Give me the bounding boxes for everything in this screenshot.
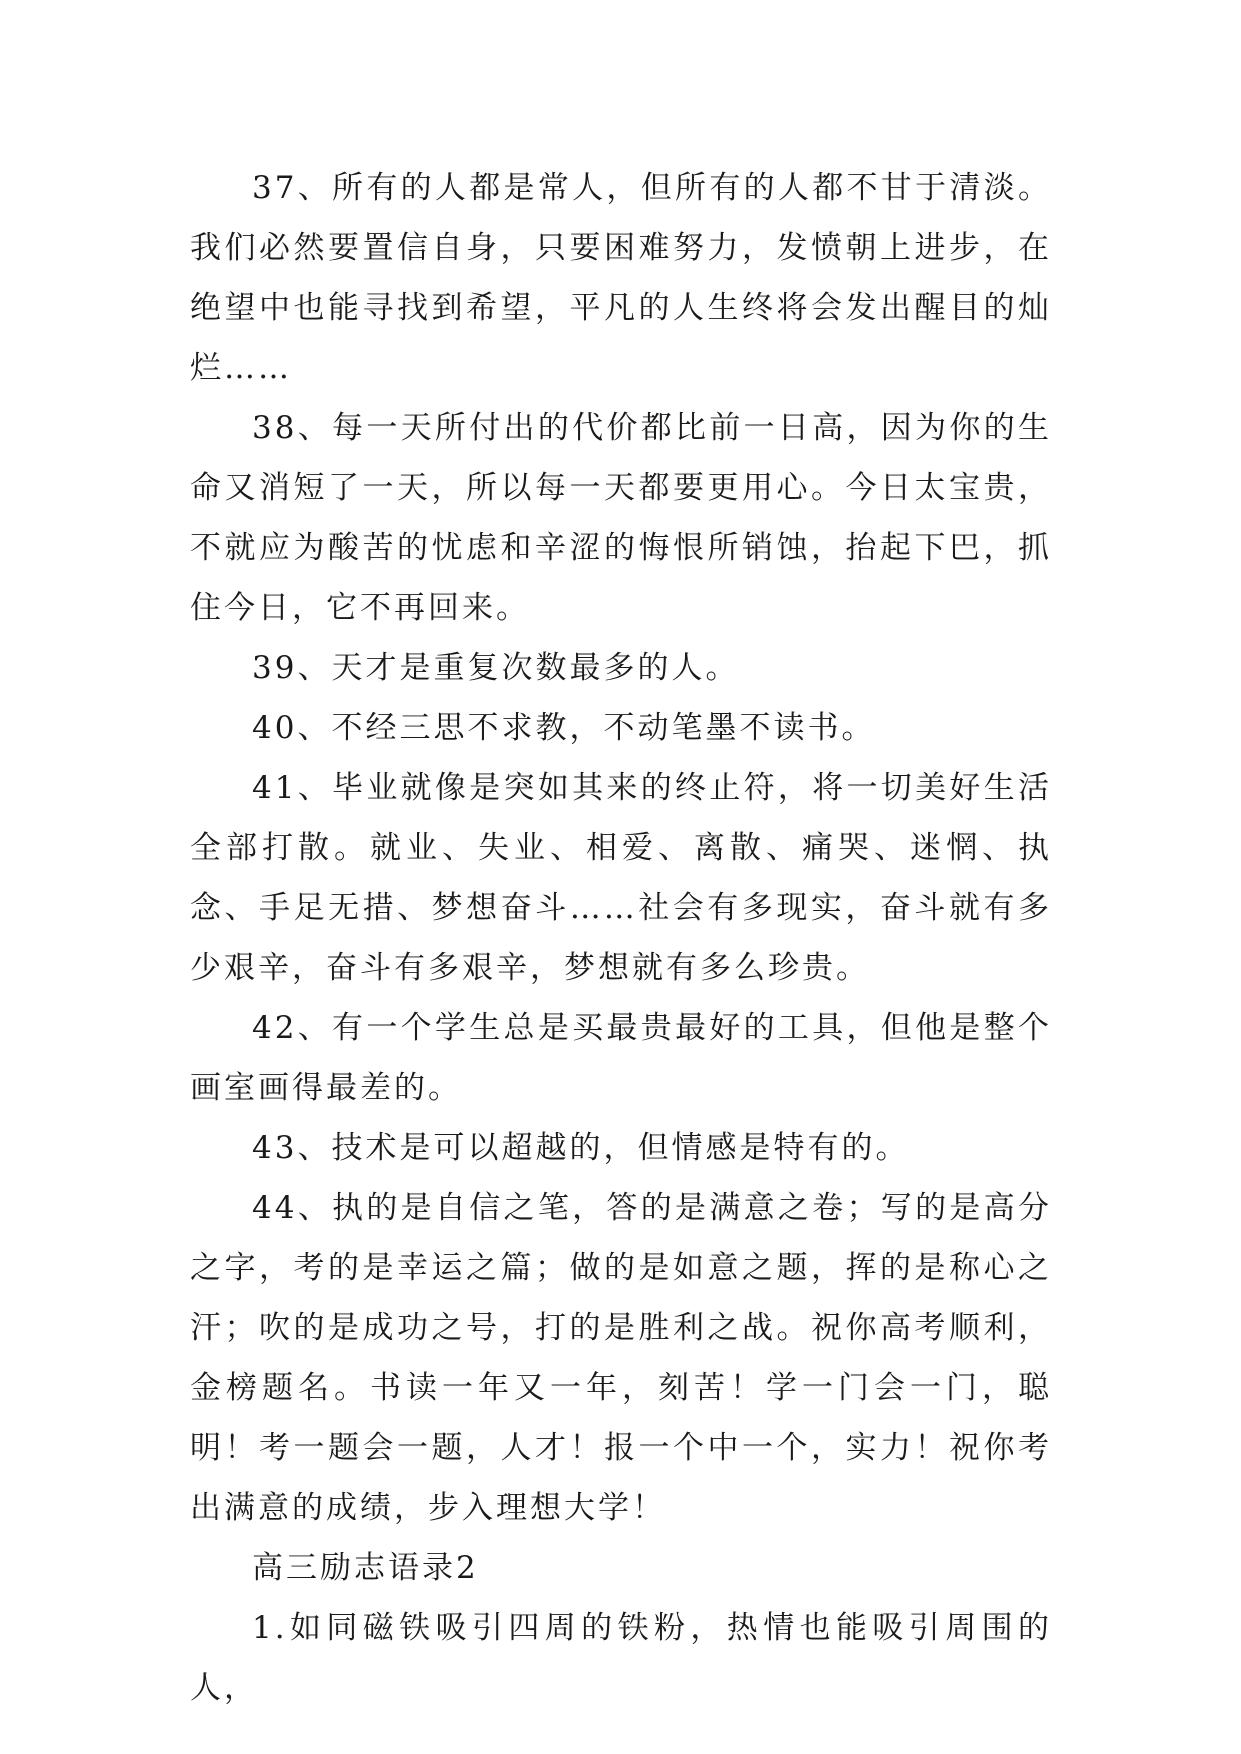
- paragraph-42: 42、有一个学生总是买最贵最好的工具，但他是整个画室画得最差的。: [190, 1010, 1052, 1106]
- paragraph-43: 43、技术是可以超越的，但情感是特有的。: [252, 1130, 910, 1166]
- paragraph-38: 38、每一天所付出的代价都比前一日高，因为你的生命又消短了一天，所以每一天都要更用心。今日太宝贵，不就应为酸苦的忧虑和辛涩的悔恨所销蚀，抬起下巴，抓住今日，它不再回来。: [190, 410, 1052, 626]
- paragraph-39: 39、天才是重复次数最多的人。: [252, 650, 740, 686]
- document-body: [190, 158, 1052, 1718]
- section-heading: 高三励志语录2: [252, 1550, 479, 1586]
- paragraph-41: 41、毕业就像是突如其来的终止符，将一切美好生活全部打散。就业、失业、相爱、离散、痛哭、迷惘、执念、手足无措、梦想奋斗……社会有多现实，奋斗就有多少艰辛，奋斗有多艰辛，梦想就有多么珍贵。: [190, 770, 1052, 986]
- paragraph-37: 37、所有的人都是常人，但所有的人都不甘于清淡。我们必然要置信自身，只要困难努力，发愤朝上进步，在绝望中也能寻找到希望，平凡的人生终将会发出醒目的灿烂……: [190, 170, 1052, 386]
- paragraph-44: 44、执的是自信之笔，答的是满意之卷；写的是高分之字，考的是幸运之篇；做的是如意之题，挥的是称心之汗；吹的是成功之号，打的是胜利之战。祝你高考顺利，金榜题名。书读一年又一年，刻苦！学一门会一门，聪明！考一题会一题，人才！报一个中一个，实力！祝你考出满意的成绩，步入理想大学！: [190, 1190, 1052, 1526]
- paragraph-40: 40、不经三思不求教，不动笔墨不读书。: [252, 710, 876, 746]
- paragraph-1: 1.如同磁铁吸引四周的铁粉，热情也能吸引周围的人，: [190, 1610, 1052, 1706]
